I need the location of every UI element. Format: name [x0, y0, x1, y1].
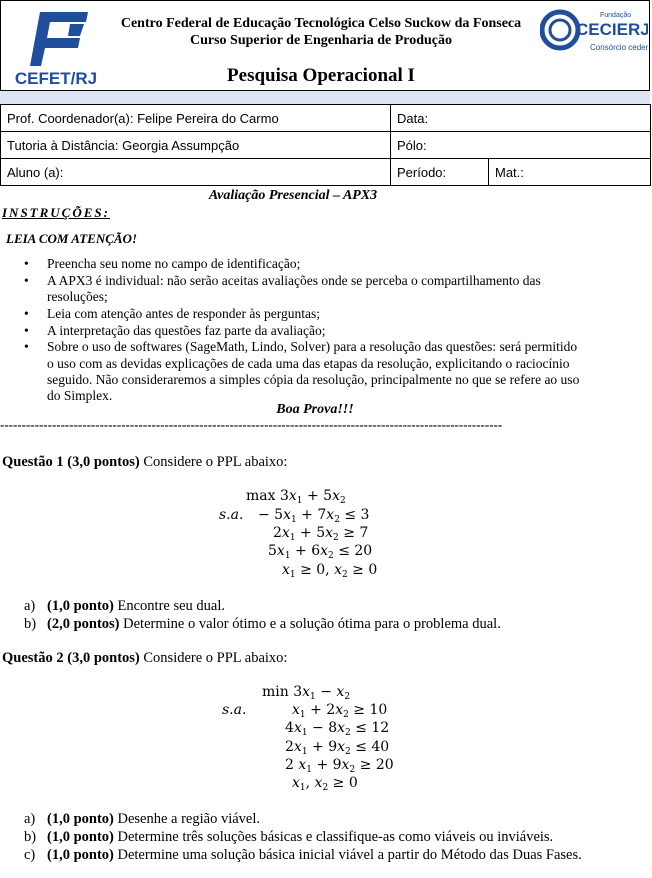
date-field[interactable]: Data: [391, 105, 651, 132]
q1-constraint-1: − $5x_1 + 7x_2 \le 3$ [258, 507, 370, 525]
institution-name: Centro Federal de Educação Tecnológica Celso Suckow da Fonseca [120, 16, 522, 31]
instructions-list [24, 256, 584, 405]
q1-st-label: s.a. [219, 507, 244, 523]
q2-constraint-4: 2 $x_1 + 9x_2 \ge 20$ [285, 757, 394, 775]
attention-note: LEIA COM ATENÇÃO! [6, 231, 138, 246]
title-band [0, 90, 650, 104]
q1-item-b: b) (2,0 pontos) Determine o valor ótimo e a solução ótima para o problema dual. [24, 616, 501, 632]
q2-st-label: s.a. [222, 702, 247, 718]
q1-objective: $\max 3x_1 + 5x_2$ [246, 488, 346, 506]
identification-table [0, 104, 651, 186]
tutor-cell: Tutoria à Distância: Georgia Assumpção [1, 132, 391, 159]
list-item: • Preencha seu nome no campo de identificação; [24, 256, 584, 272]
period-field[interactable]: Período: [391, 159, 489, 186]
list-item: • A APX3 é individual: não serão aceitas avaliações onde se perceba o compartilhamento das resoluções; [24, 273, 584, 306]
q2-constraint-2: $4x_1 - 8x_2 \le 12$ [285, 720, 390, 738]
q2-item-c: c) (1,0 ponto) Determine uma solução básica inicial viável a partir do Método das Duas Fases. [24, 847, 582, 863]
q2-nonneg: $x_1$, $x_2 \ge 0$ [292, 775, 358, 793]
list-item: • Sobre o uso de softwares (SageMath, Lindo, Solver) para a resolução das questões: será permitido o uso com as devidas explicações de cada uma das etapas da resolução, explicitando o raciocínio seguido. Não consideraremos a simples cópia da resolução, principalmente no que se refere ao uso do Simplex. [24, 339, 584, 404]
q1-item-a: a) (1,0 ponto) Encontre seu dual. [24, 598, 226, 614]
evaluation-title: Avaliação Presencial – APX3 [208, 188, 378, 203]
q1-constraint-2: $2x_1 + 5x_2 \ge 7$ [273, 525, 369, 543]
cecierj-small-text: Fundação [600, 12, 632, 19]
cecierj-ring-icon [542, 12, 578, 48]
list-item: • A interpretação das questões faz parte da avaliação; [24, 323, 584, 339]
cecierj-logo [540, 8, 648, 58]
cecierj-text: CECIERJ [576, 20, 648, 39]
question1-text: Considere o PPL abaixo: [139, 454, 288, 470]
q2-constraint-3: $2x_1 + 9x_2 \le 40$ [285, 739, 390, 757]
mat-field[interactable]: Mat.: [489, 159, 651, 186]
polo-field[interactable]: Pólo: [391, 132, 651, 159]
q1-nonneg: $x_1 \ge 0$, $x_2 \ge 0$ [282, 562, 378, 580]
student-field[interactable]: Aluno (a): [1, 159, 391, 186]
course-name: Curso Superior de Engenharia de Produção [189, 33, 452, 48]
closing-note: Boa Prova!!! [276, 402, 354, 417]
question1-points: Questão 1 (3,0 pontos) [2, 454, 140, 470]
question1-title [2, 454, 287, 471]
q2-objective: $\min 3x_1 - x_2$ [262, 684, 351, 702]
list-item: • Leia com atenção antes de responder às perguntas; [24, 306, 584, 322]
cefet-logo-text: CEFET/RJ [14, 69, 98, 88]
q1-constraint-3: $5x_1 + 6x_2 \le 20$ [268, 543, 373, 561]
cederj-text: Consórcio cederj [590, 43, 648, 52]
coordinator-cell: Prof. Coordenador(a): Felipe Pereira do Carmo [1, 105, 391, 132]
q2-item-b: b) (1,0 ponto) Determine três soluções básicas e classifique-as como viáveis ou inviáveis. [24, 829, 554, 845]
cefet-logo-icon [10, 8, 102, 88]
instructions-heading: INSTRUÇÕES: [2, 205, 110, 220]
divider-line: -------------------------------------------------------------------------------------------------------------------- [0, 417, 503, 432]
discipline-title: Pesquisa Operacional I [227, 65, 415, 86]
q2-constraint-1: $x_1 + 2x_2 \ge 10$ [292, 702, 388, 720]
question2-text: Considere o PPL abaixo: [139, 650, 288, 666]
question2-points: Questão 2 (3,0 pontos) [2, 650, 140, 666]
question2-title [2, 650, 287, 667]
q2-item-a: a) (1,0 ponto) Desenhe a região viável. [24, 811, 261, 827]
cefet-logo [10, 8, 102, 88]
